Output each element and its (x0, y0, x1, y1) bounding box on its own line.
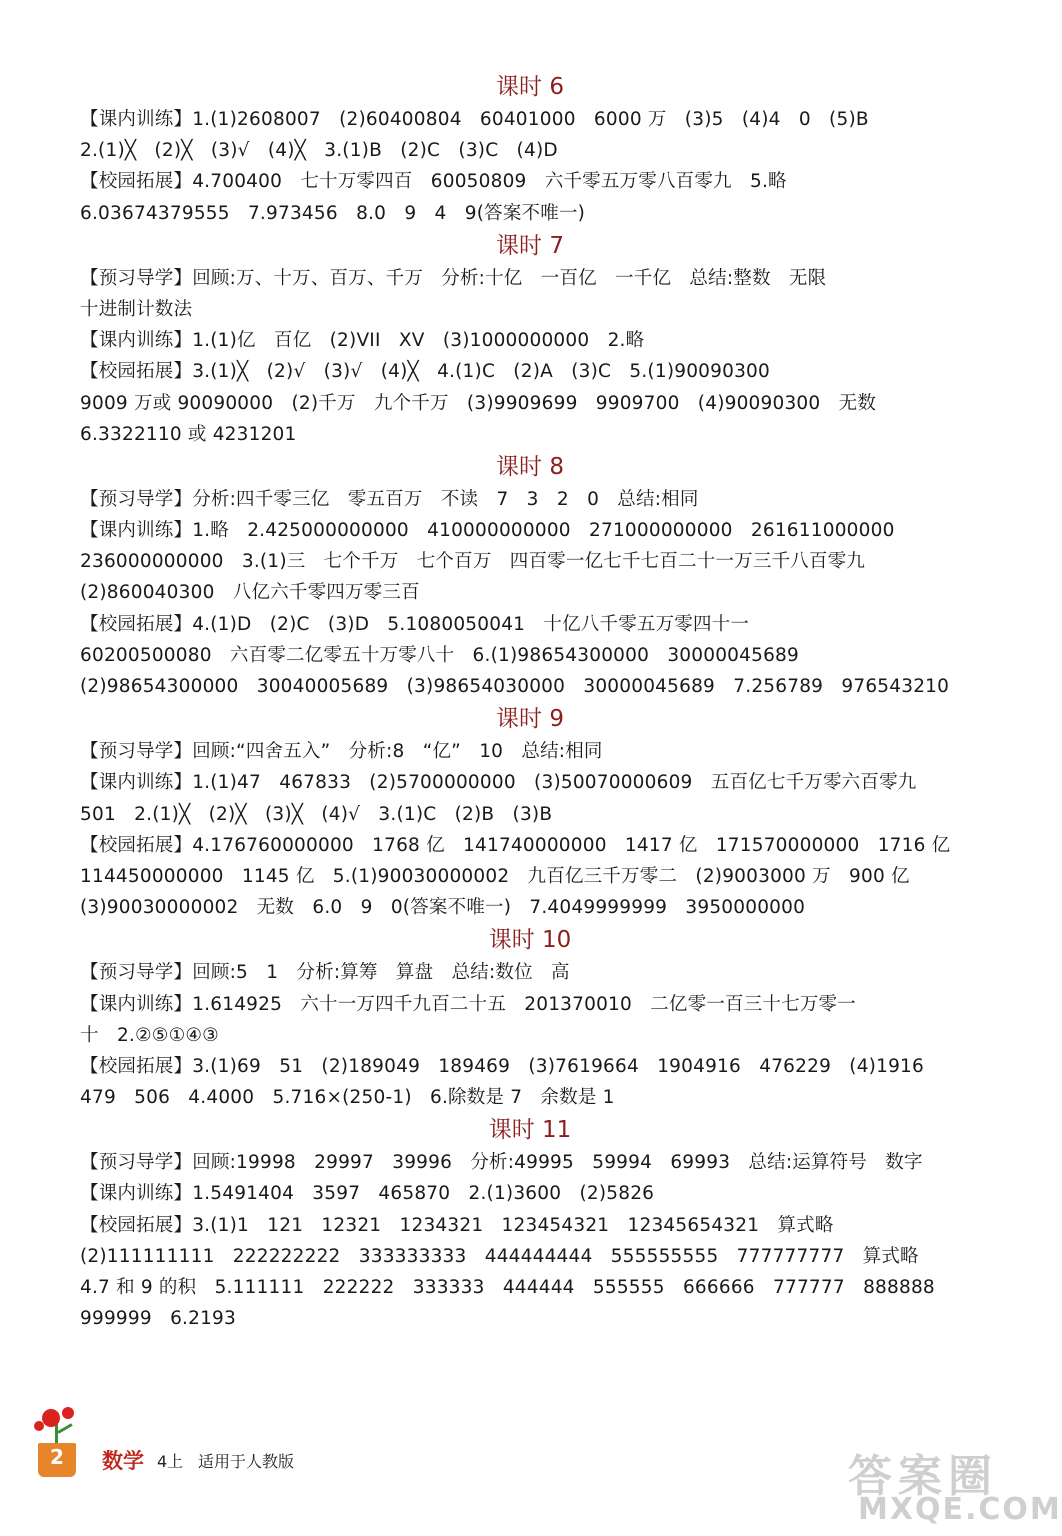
answer-line: 999999 6.2193 (80, 1308, 236, 1330)
answer-line: (2)98654300000 30040005689 (3)98654030000 30000045689 7.256789 976543210 (80, 676, 950, 697)
page-number: 2 (50, 1445, 64, 1469)
page-footer (30, 1405, 390, 1485)
answer-line: 479 506 4.4000 5.716×(250-1) 6.除数是 7 余数是 1 (80, 1087, 615, 1109)
answer-line: 236000000000 3.(1)三 七个千万 七个百万 四百零一亿七千七百二十一万三千八百零九 (80, 551, 866, 573)
section-title: 课时 9 (496, 706, 564, 733)
answer-line: 6.3322110 或 4231201 (80, 423, 297, 445)
answer-line: 【校园拓展】4.(1)D (2)C (3)D 5.1080050041 十亿八千零五万零四十一 (80, 613, 750, 635)
answer-line: (2)111111111 222222222 333333333 444444444 555555555 777777777 算式略 (80, 1245, 919, 1267)
answer-line: 【预习导学】回顾:19998 29997 39996 分析:49995 59994 69993 总结:运算符号 数字 (80, 1152, 923, 1174)
answer-line: (2)860040300 八亿六千零四万零三百 (80, 582, 420, 604)
answer-line: 9009 万或 90090000 (2)千万 九个千万 (3)9909699 9909700 (4)90090300 无数 (80, 392, 877, 414)
answer-line: 【课内训练】1.略 2.425000000000 410000000000 271000000000 261611000000 (80, 520, 895, 542)
edition-label: 适用于人教版 (198, 1452, 295, 1471)
section-lesson-11 (80, 1113, 980, 1334)
section-lesson-7 (80, 229, 980, 450)
answer-line: 2.(1)╳ (2)╳ (3)√ (4)╳ 3.(1)B (2)C (3)C (4)D (80, 140, 558, 162)
section-title: 课时 6 (496, 74, 564, 100)
answer-line: 【预习导学】回顾:万、十万、百万、千万 分析:十亿 一百亿 一千亿 总结:整数 无限 (80, 267, 827, 289)
section-title: 课时 11 (488, 1117, 572, 1144)
watermark-text: 答案圈 (848, 1451, 998, 1502)
answer-line: (3)90030000002 无数 6.0 9 0(答案不唯一) 7.4049999999 3950000000 (80, 897, 806, 919)
answer-line: 【预习导学】回顾:5 1 分析:算筹 算盘 总结:数位 高 (80, 962, 570, 984)
answer-line: 60200500080 六百零二亿零五十万零八十 6.(1)98654300000 30000045689 (80, 644, 800, 666)
answer-line: 501 2.(1)╳ (2)╳ (3)╳ (4)√ 3.(1)C (2)B (3)B (80, 803, 553, 825)
section-lesson-10 (80, 923, 980, 1113)
answer-page (80, 70, 980, 1334)
watermark-url: MXQE.COM (858, 1492, 1062, 1527)
section-title: 课时 7 (496, 232, 564, 259)
answer-line: 【预习导学】分析:四千零三亿 零五百万 不读 7 3 2 0 总结:相同 (80, 488, 699, 510)
answer-line: 【校园拓展】3.(1)69 51 (2)189049 189469 (3)7619664 1904916 476229 (4)1916 (80, 1055, 924, 1077)
answer-line: 4.7 和 9 的积 5.111111 222222 333333 444444 555555 666666 777777 888888 (80, 1277, 935, 1298)
answer-line: 十进制计数法 (80, 298, 193, 320)
section-lesson-9 (80, 702, 980, 923)
answer-line: 114450000000 1145 亿 5.(1)90030000002 九百亿三千万零二 (2)9003000 万 900 亿 (80, 865, 910, 887)
watermark-logo (848, 1440, 1062, 1527)
section-title: 课时 10 (488, 927, 572, 954)
answer-line: 【校园拓展】4.700400 七十万零四百 60050809 六千零五万零八百零九 5.略 (80, 171, 787, 193)
subject-label: 数学 (102, 1449, 144, 1473)
grade-label: 4上 (157, 1452, 184, 1471)
answer-line: 6.03674379555 7.973456 8.0 9 4 9(答案不唯一) (80, 202, 586, 224)
answer-line: 【课内训练】1.5491404 3597 465870 2.(1)3600 (2)5826 (80, 1183, 655, 1205)
section-lesson-6 (80, 70, 980, 229)
answer-line: 【课内训练】1.614925 六十一万四千九百二十五 201370010 二亿零一百三十七万零一 (80, 993, 856, 1015)
answer-line: 【课内训练】1.(1)亿 百亿 (2)VII XV (3)1000000000 2.略 (80, 330, 645, 352)
answer-line: 【课内训练】1.(1)47 467833 (2)5700000000 (3)50070000609 五百亿七千万零六百零九 (80, 772, 917, 794)
answer-line: 十 2.②⑤①④③ (80, 1024, 219, 1046)
answer-line: 【预习导学】回顾:“四舍五入” 分析:8 “亿” 10 总结:相同 (80, 741, 603, 763)
section-lesson-8 (80, 450, 980, 702)
answer-line: 【校园拓展】4.176760000000 1768 亿 141740000000 1417 亿 171570000000 1716 亿 (80, 834, 951, 856)
answer-line: 【校园拓展】3.(1)1 121 12321 1234321 123454321 12345654321 算式略 (80, 1214, 834, 1236)
section-title: 课时 8 (496, 453, 564, 480)
answer-line: 【校园拓展】3.(1)╳ (2)√ (3)√ (4)╳ 4.(1)C (2)A (3)C 5.(1)90090300 (80, 361, 770, 383)
answer-line: 【课内训练】1.(1)2608007 (2)60400804 60401000 6000 万 (3)5 (4)4 0 (5)B (80, 109, 869, 130)
